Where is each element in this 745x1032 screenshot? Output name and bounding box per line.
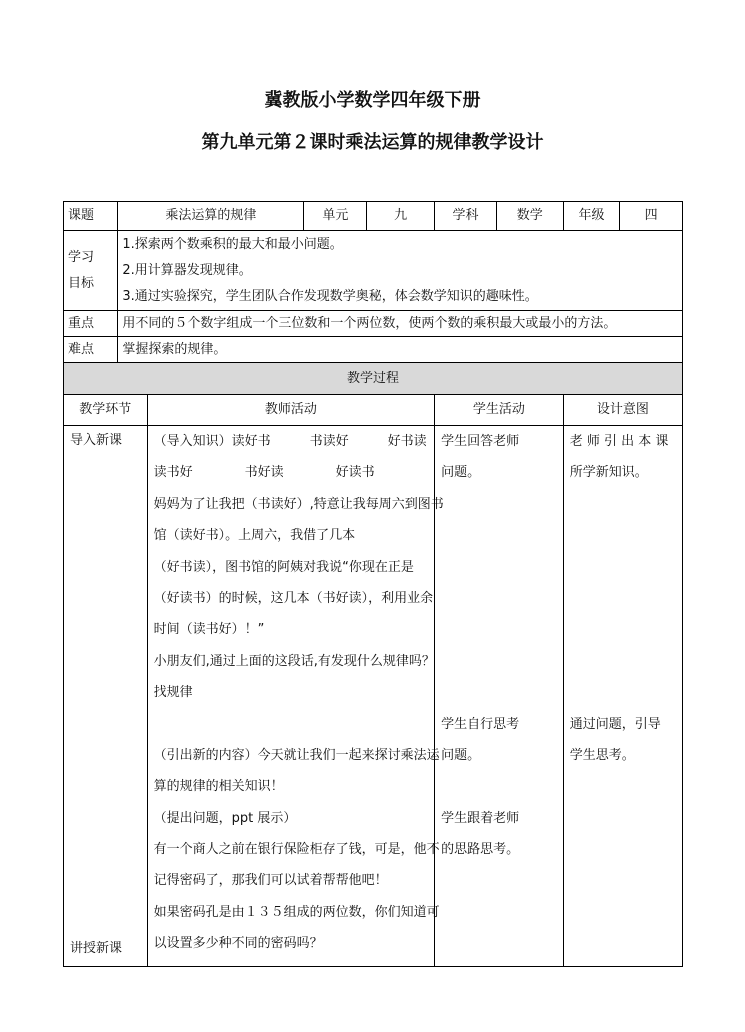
intent-line xyxy=(570,589,677,620)
column-header-teacher: 教师活动 xyxy=(147,395,435,426)
student-activity xyxy=(435,426,563,871)
lesson-plan-table xyxy=(63,201,683,967)
grade-value: 四 xyxy=(620,202,683,231)
teacher-line: （导入知识）读好书 书读好 好书读 xyxy=(153,434,427,449)
teacher-line: （好书读），图书馆的阿姨对我说“你现在正是 xyxy=(153,559,414,575)
student-line xyxy=(441,526,558,557)
document-title: 冀教版小学数学四年级下册 xyxy=(264,90,481,111)
key-point-text: 用不同的５个数字组成一个三位数和一个两位数，使两个数的乘积最大或最小的方法。 xyxy=(118,311,683,337)
course-value: 乘法运算的规律 xyxy=(118,202,304,231)
column-header-intent: 设计意图 xyxy=(563,395,682,426)
student-line: 的思路思考。 xyxy=(441,842,520,858)
goal-item: 1.探索两个数乘积的最大和最小问题。 xyxy=(122,236,343,252)
goals-label-line: 目标 xyxy=(68,275,95,291)
stage-cell xyxy=(64,426,148,967)
student-line: 学生回答老师 xyxy=(441,434,520,449)
teacher-line: 妈妈为了让我把（书读好）,特意让我每周六到图书 xyxy=(153,496,444,512)
intent-line xyxy=(570,683,677,714)
teacher-activity-cell xyxy=(147,426,444,967)
stage-teaching: 讲授新课 xyxy=(70,940,123,956)
teacher-line: 小朋友们,通过上面的这段话,有发现什么规律吗？ xyxy=(153,653,435,669)
difficulty-text: 掌握探索的规律。 xyxy=(118,337,683,363)
document-subtitle: 第九单元第２课时乘法运算的规律教学设计 xyxy=(201,132,544,153)
goal-item: 3.通过实验探究，学生团队合作发现数学奥秘，体会数学知识的趣味性。 xyxy=(122,288,538,304)
teacher-line: 算的规律的相关知识！ xyxy=(153,779,284,795)
student-line: 问题。 xyxy=(441,465,481,481)
column-header-stage: 教学环节 xyxy=(64,395,148,426)
goals-list xyxy=(118,231,683,311)
unit-label: 单元 xyxy=(304,202,367,231)
stage-intro: 导入新课 xyxy=(70,433,123,448)
design-intent xyxy=(564,426,682,777)
column-header-student: 学生活动 xyxy=(435,395,564,426)
teacher-activity xyxy=(148,426,444,966)
teacher-line: 馆（读好书）。上周六，我借了几本 xyxy=(153,528,356,544)
teacher-line: 如果密码孔是由１３５组成的两位数，你们知道可 xyxy=(153,904,440,920)
student-activity-cell xyxy=(435,426,564,967)
teacher-line: 以设置多少种不同的密码吗？ xyxy=(153,936,323,952)
intent-line xyxy=(570,558,677,589)
intent-line xyxy=(570,526,677,557)
subject-label: 学科 xyxy=(435,202,497,231)
subject-value: 数学 xyxy=(496,202,563,231)
teacher-line xyxy=(154,715,430,746)
course-label: 课题 xyxy=(64,202,118,231)
teacher-line: 记得密码了，那我们可以试着帮帮他吧！ xyxy=(153,873,388,889)
teacher-line: 时间（读书好）！” xyxy=(153,622,265,638)
student-line xyxy=(441,777,558,808)
teacher-line: （引出新的内容）今天就让我们一起来探讨乘法运 xyxy=(153,747,440,763)
grade-label: 年级 xyxy=(563,202,619,231)
student-line xyxy=(441,652,558,683)
student-line xyxy=(441,620,558,651)
design-intent-cell xyxy=(563,426,682,967)
student-line xyxy=(441,558,558,589)
goals-label xyxy=(64,231,118,311)
goal-item: 2.用计算器发现规律。 xyxy=(122,262,252,278)
process-heading: 教学过程 xyxy=(64,363,683,395)
student-line xyxy=(441,495,558,526)
intent-line: 老 师 引 出 本 课 xyxy=(569,434,669,449)
intent-line xyxy=(570,495,677,526)
unit-value: 九 xyxy=(367,202,435,231)
intent-line xyxy=(570,620,677,651)
teacher-line: （提出问题，ppt 展示） xyxy=(153,810,297,826)
teacher-line: 读书好 书好读 好读书 xyxy=(153,465,375,481)
intent-line: 学生思考。 xyxy=(569,747,635,763)
student-line: 问题。 xyxy=(441,747,481,763)
intent-line: 所学新知识。 xyxy=(569,465,648,481)
difficulty-label: 难点 xyxy=(64,337,118,363)
intent-line xyxy=(570,652,677,683)
intent-line: 通过问题，引导 xyxy=(569,716,661,732)
key-point-label: 重点 xyxy=(64,311,118,337)
teacher-line: 找规律 xyxy=(153,685,193,701)
student-line xyxy=(441,589,558,620)
teacher-line: 有一个商人之前在银行保险柜存了钱，可是，他不 xyxy=(153,842,440,858)
student-line: 学生自行思考 xyxy=(441,716,520,732)
student-line: 学生跟着老师 xyxy=(441,810,520,826)
goals-label-line: 学习 xyxy=(68,249,95,265)
teacher-line: （好读书）的时候，这几本（书好读），利用业余 xyxy=(153,590,434,606)
student-line xyxy=(441,683,558,714)
